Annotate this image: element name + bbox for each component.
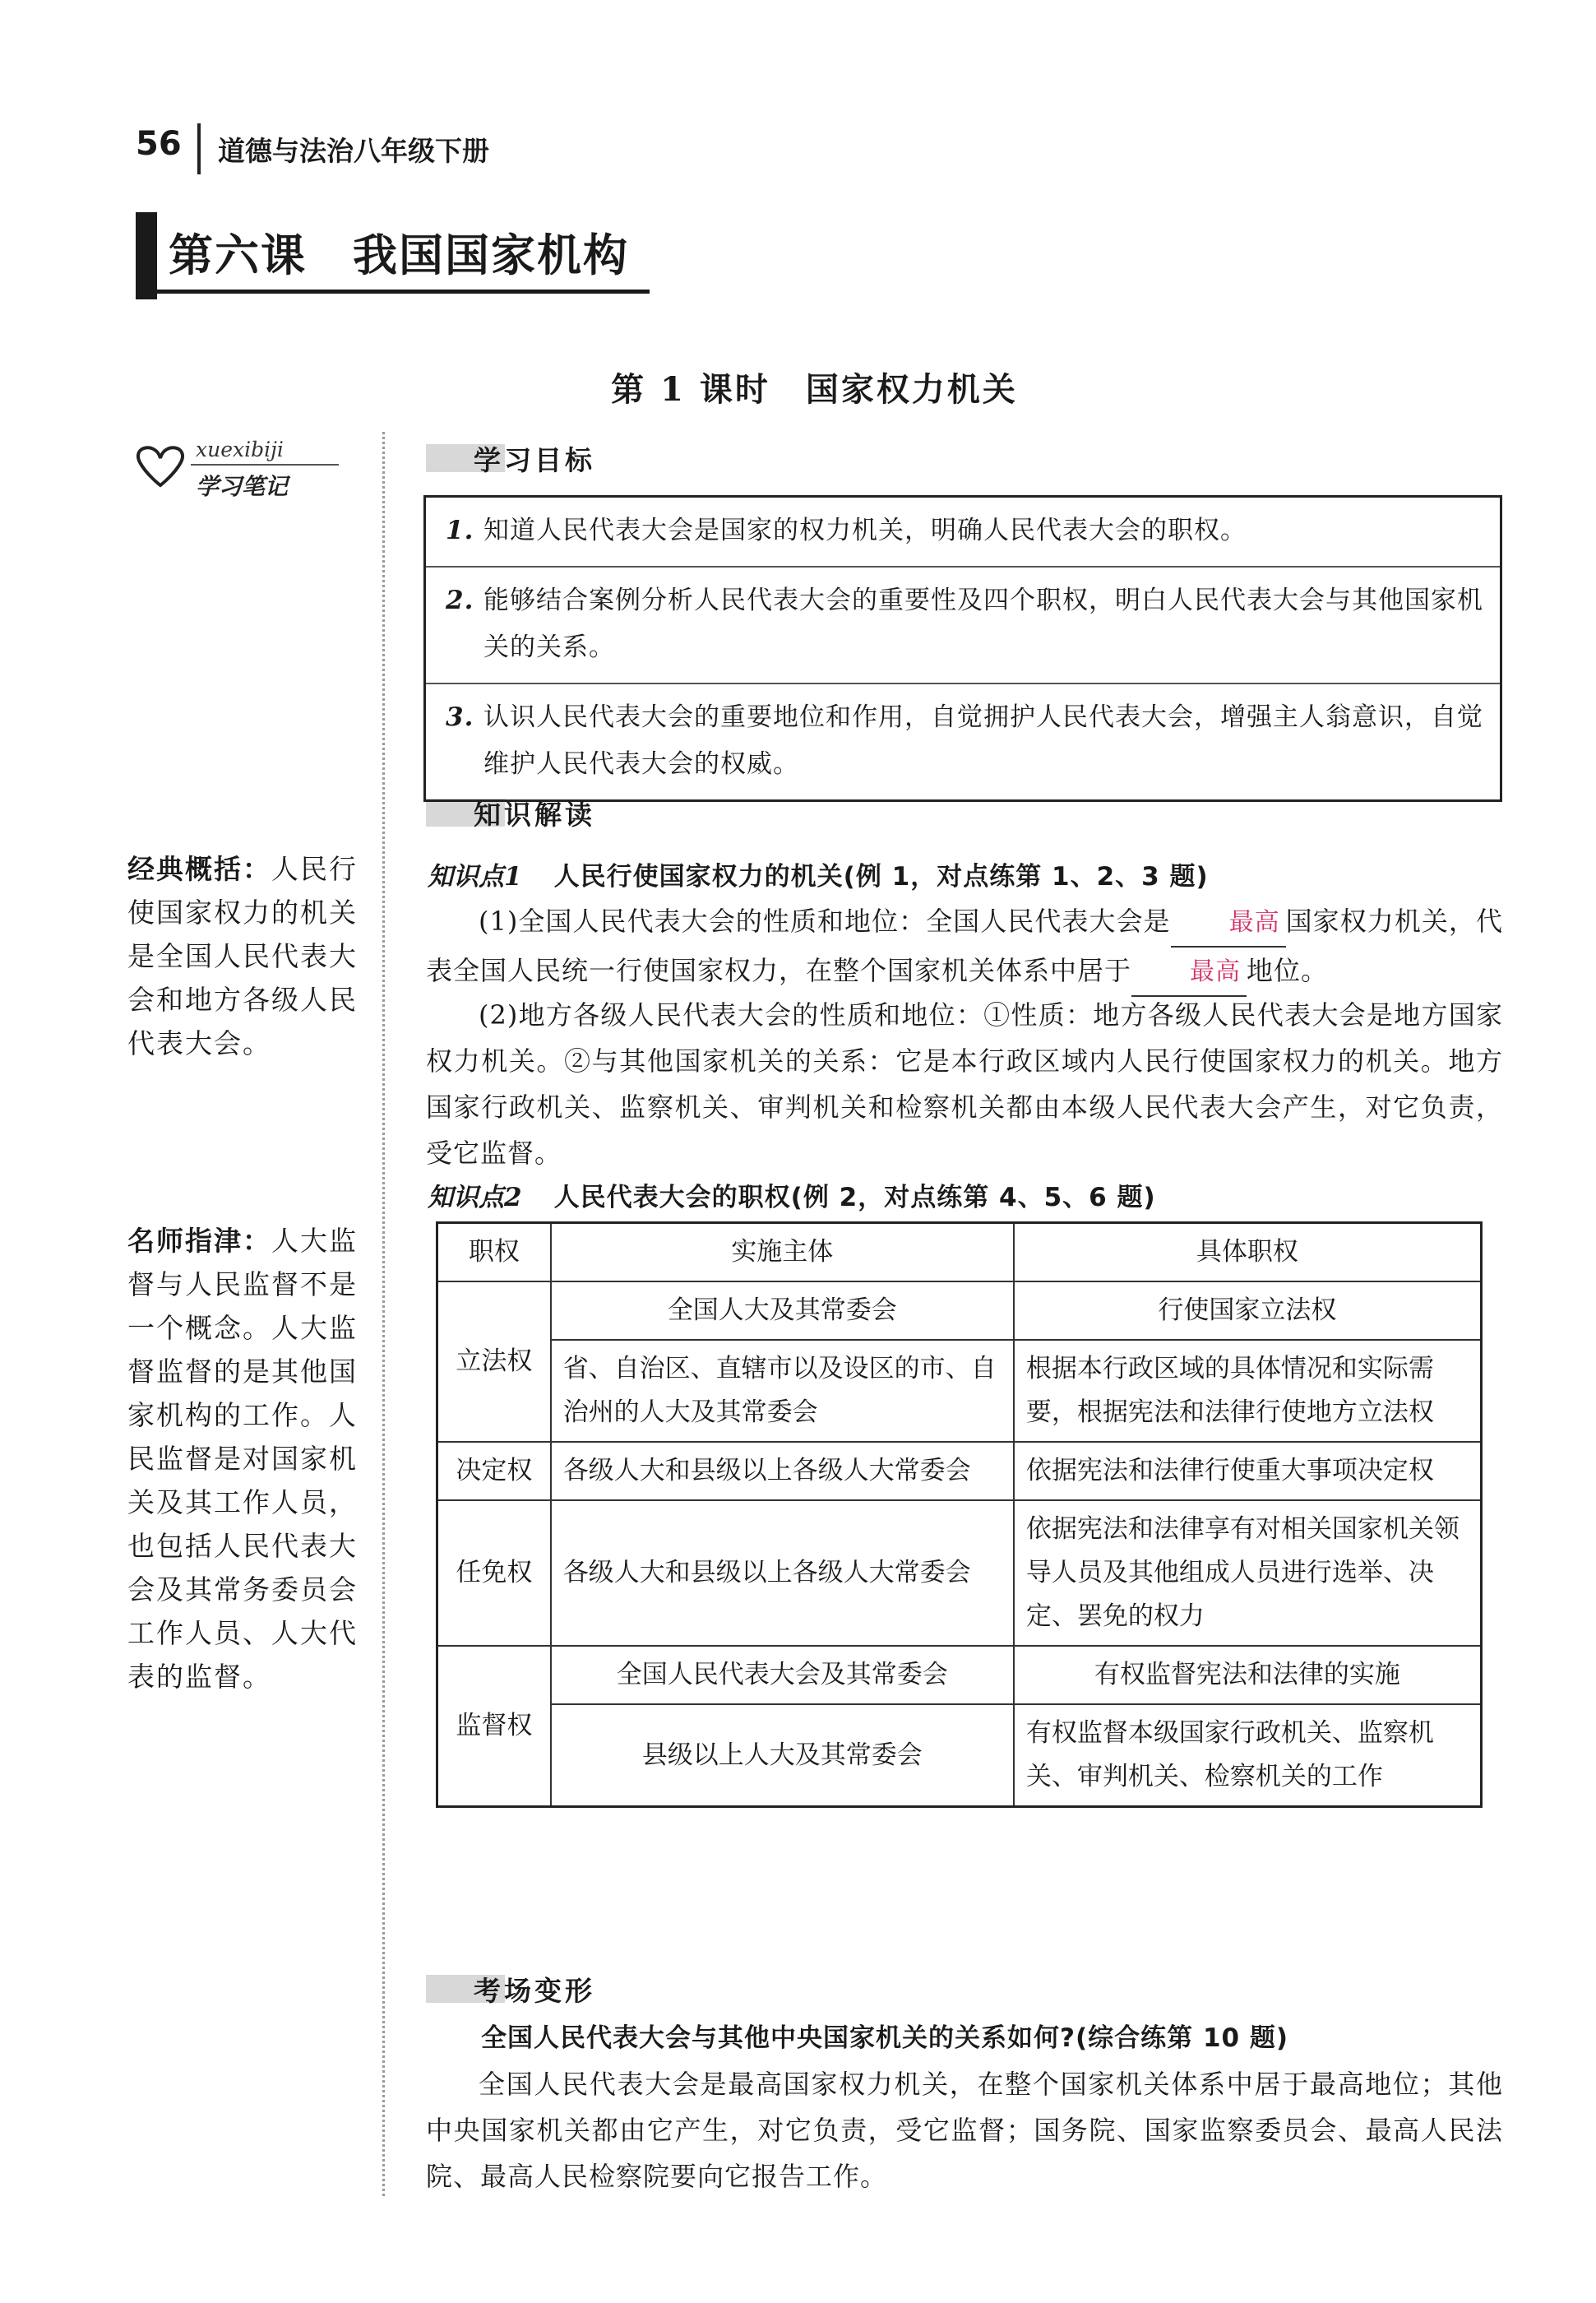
- kp1-paragraph-1: [426, 898, 1503, 997]
- kp1-label: 知识点1: [428, 862, 522, 892]
- logo-en: xuexibiji: [196, 438, 284, 461]
- side-note-summary: [127, 847, 366, 1065]
- table-header: 实施主体: [551, 1223, 1014, 1282]
- power-cell: 任免权: [437, 1500, 551, 1646]
- table-header: 具体职权: [1014, 1223, 1482, 1282]
- subject-cell: 全国人大及其常委会: [551, 1281, 1014, 1340]
- table-row: [437, 1442, 1482, 1500]
- chapter-bar: [136, 212, 157, 299]
- side-note-summary-label: 经典概括：: [127, 853, 271, 885]
- lesson-title: 第 1 课时 国家权力机关: [611, 370, 1018, 409]
- table-header-row: [437, 1223, 1482, 1282]
- fill-blank-answer: 最高: [1171, 900, 1286, 948]
- subject-cell: 各级人大和县级以上各级人大常委会: [551, 1442, 1014, 1500]
- objective-item: [426, 568, 1500, 684]
- logo-cn: 学习笔记: [196, 473, 289, 500]
- kp2-label: 知识点2: [428, 1183, 522, 1212]
- kp1-p1-text-c: 地位。: [1247, 955, 1329, 986]
- subject-cell: 省、自治区、直辖市以及设区的市、自治州的人大及其常委会: [551, 1340, 1014, 1442]
- detail-cell: 行使国家立法权: [1014, 1281, 1482, 1340]
- table-row: [437, 1281, 1482, 1340]
- kp1-title: 人民行使国家权力的机关(例 1，对点练第 1、2、3 题): [553, 862, 1209, 892]
- table-header: 职权: [437, 1223, 551, 1282]
- kp2-title: 人民代表大会的职权(例 2，对点练第 4、5、6 题): [553, 1183, 1156, 1212]
- subject-cell: 各级人大和县级以上各级人大常委会: [551, 1500, 1014, 1646]
- fill-blank-answer: 最高: [1131, 949, 1247, 997]
- objective-number: 2.: [446, 586, 474, 615]
- header-divider: [197, 123, 201, 174]
- table-row: [437, 1646, 1482, 1704]
- knowledge-heading: 知识解读: [426, 794, 595, 832]
- table-row: [437, 1704, 1482, 1807]
- objective-text: 知道人民代表大会是国家的权力机关，明确人民代表大会的职权。: [483, 516, 1247, 545]
- page-number: 56: [136, 125, 182, 163]
- power-cell: 立法权: [437, 1281, 551, 1442]
- table-row: [437, 1500, 1482, 1646]
- objective-text: 能够结合案例分析人民代表大会的重要性及四个职权，明白人民代表大会与其他国家机关的关系。: [483, 586, 1483, 662]
- side-note-tips-text: 人大监督与人民监督不是一个概念。人大监督监督的是其他国家机构的工作。人民监督是对国家机关及其工作人员，也包括人民代表大会及其常务委员会工作人员、人大代表的监督。: [127, 1225, 358, 1693]
- kp1-heading: [428, 855, 1209, 892]
- kp1-p1-text-b: 国家权力机关，代表全国人民统一行使国家权力，在整个国家机关体系中居于: [426, 906, 1503, 986]
- kp1-paragraph-2: (2)地方各级人民代表大会的性质和地位：①性质：地方各级人民代表大会是地方国家权力机关。②与其他国家机关的关系：它是本行政区域内人民行使国家权力的机关。地方国家行政机关、监察机关、审判机关和检察机关都由本级人民代表大会产生，对它负责，受它监督。: [426, 999, 1503, 1169]
- kp1-p1-text-a: (1)全国人民代表大会的性质和地位：全国人民代表大会是: [479, 906, 1171, 937]
- detail-cell: 有权监督宪法和法律的实施: [1014, 1646, 1482, 1704]
- chapter-rule: [136, 290, 650, 294]
- logo-rule: [191, 464, 339, 466]
- exam-answer: 全国人民代表大会是最高国家权力机关，在整个国家机关体系中居于最高地位；其他中央国家机关都由它产生，对它负责，受它监督；国务院、国家监察委员会、最高人民法院、最高人民检察院要向它报告工作。: [426, 2069, 1503, 2192]
- exam-heading: 考场变形: [426, 1970, 595, 2009]
- chapter-title: 第六课 我国国家机构: [169, 229, 629, 281]
- side-note-summary-text: 人民行使国家权力的机关是全国人民代表大会和地方各级人民代表大会。: [127, 853, 358, 1059]
- detail-cell: 依据宪法和法律行使重大事项决定权: [1014, 1442, 1482, 1500]
- objectives-box: [423, 495, 1502, 802]
- margin-divider: [382, 432, 385, 2196]
- objective-item: [426, 684, 1500, 799]
- power-cell: 监督权: [437, 1646, 551, 1807]
- exam-question: 全国人民代表大会与其他中央国家机关的关系如何?(综合练第 10 题): [481, 2023, 1289, 2053]
- powers-table: [436, 1221, 1483, 1808]
- side-note-tips: [127, 1219, 366, 1698]
- detail-cell: 有权监督本级国家行政机关、监察机关、审判机关、检察机关的工作: [1014, 1704, 1482, 1807]
- objective-number: 3.: [446, 702, 474, 732]
- detail-cell: 根据本行政区域的具体情况和实际需要，根据宪法和法律行使地方立法权: [1014, 1340, 1482, 1442]
- detail-cell: 依据宪法和法律享有对相关国家机关领导人员及其他组成人员进行选举、决定、罢免的权力: [1014, 1500, 1482, 1646]
- table-row: [437, 1340, 1482, 1442]
- subject-cell: 全国人民代表大会及其常委会: [551, 1646, 1014, 1704]
- side-note-tips-label: 名师指津：: [127, 1225, 271, 1257]
- objectives-heading: 学习目标: [426, 439, 595, 478]
- objective-item: [426, 498, 1500, 568]
- book-title: 道德与法治八年级下册: [218, 135, 489, 167]
- objective-number: 1.: [446, 516, 474, 545]
- kp2-heading: [428, 1176, 1156, 1213]
- subject-cell: 县级以上人大及其常委会: [551, 1704, 1014, 1807]
- objective-text: 认识人民代表大会的重要地位和作用，自觉拥护人民代表大会，增强主人翁意识，自觉维护人民代表大会的权威。: [483, 702, 1483, 779]
- power-cell: 决定权: [437, 1442, 551, 1500]
